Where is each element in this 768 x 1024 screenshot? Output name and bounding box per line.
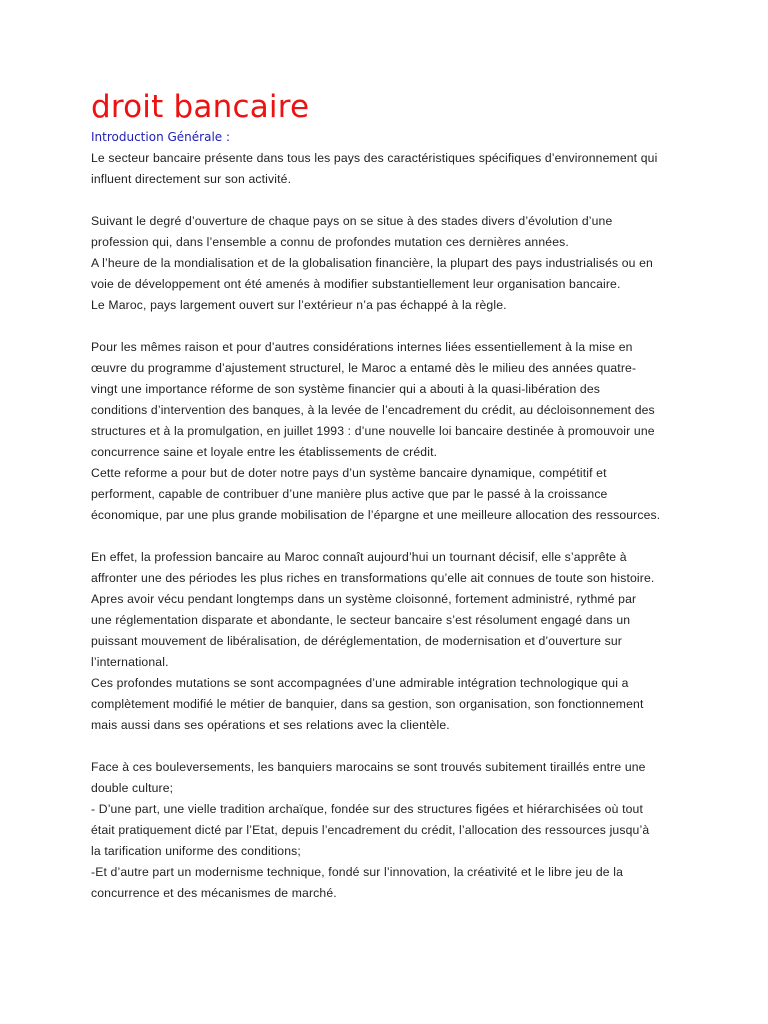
text-line: Face à ces bouleversements, les banquiers marocains se sont trouvés subitement tiraillés entre une bbox=[91, 760, 646, 774]
text-line: structures et à la promulgation, en juillet 1993 : d’une nouvelle loi bancaire destinée à promouvoir une bbox=[91, 424, 655, 438]
text-line: Ces profondes mutations se sont accompagnées d’une admirable intégration technologique qui a bbox=[91, 676, 629, 690]
text-line: -Et d’autre part un modernisme technique, fondé sur l’innovation, la créativité et le libre jeu de la bbox=[91, 865, 624, 879]
paragraph bbox=[91, 547, 691, 736]
text-line: était pratiquement dicté par l’Etat, depuis l’encadrement du crédit, l’allocation des ressources jusqu’à bbox=[91, 823, 650, 837]
text-line: Pour les mêmes raison et pour d’autres considérations internes liées essentiellement à la mise en bbox=[91, 340, 633, 354]
text-line: économique, par une plus grande mobilisation de l’épargne et une meilleure allocation des ressources. bbox=[91, 508, 661, 522]
text-line: Cette reforme a pour but de doter notre pays d’un système bancaire dynamique, compétitif et bbox=[91, 466, 607, 480]
text-line: la tarification uniforme des conditions; bbox=[91, 844, 301, 858]
text-line: profession qui, dans l’ensemble a connu de profondes mutation ces dernières années. bbox=[91, 235, 569, 249]
text-line: influent directement sur son activité. bbox=[91, 172, 292, 186]
text-line: A l’heure de la mondialisation et de la globalisation financière, la plupart des pays industrialisés ou en bbox=[91, 256, 653, 270]
text-line: double culture; bbox=[91, 781, 174, 795]
section-heading: Introduction Générale : bbox=[91, 130, 231, 144]
text-line: concurrence et des mécanismes de marché. bbox=[91, 886, 337, 900]
text-line: - D’une part, une vielle tradition archaïque, fondée sur des structures figées et hiérarchisées où tout bbox=[91, 802, 644, 816]
text-line: Le secteur bancaire présente dans tous les pays des caractéristiques spécifiques d’environnement qui bbox=[91, 151, 658, 165]
text-line: concurrence saine et loyale entre les établissements de crédit. bbox=[91, 445, 438, 459]
text-line: œuvre du programme d’ajustement structurel, le Maroc a entamé dès le milieu des années quatre- bbox=[91, 361, 637, 375]
text-line: voie de développement ont été amenés à modifier substantiellement leur organisation bancaire. bbox=[91, 277, 621, 291]
text-line: Le Maroc, pays largement ouvert sur l’extérieur n’a pas échappé à la règle. bbox=[91, 298, 507, 312]
text-line: performent, capable de contribuer d’une manière plus active que par le passé à la croissance bbox=[91, 487, 608, 501]
text-line: Suivant le degré d’ouverture de chaque pays on se situe à des stades divers d’évolution d’une bbox=[91, 214, 613, 228]
text-line: puissant mouvement de libéralisation, de déréglementation, de modernisation et d’ouverture sur bbox=[91, 634, 623, 648]
paragraph bbox=[91, 757, 691, 904]
document-body bbox=[91, 148, 691, 904]
text-line: l’international. bbox=[91, 655, 169, 669]
document-page bbox=[91, 86, 691, 925]
text-line: affronter une des périodes les plus riches en transformations qu’elle ait connues de toute son histoire. bbox=[91, 571, 655, 585]
text-line: En effet, la profession bancaire au Maroc connaît aujourd’hui un tournant décisif, elle s’apprête à bbox=[91, 550, 627, 564]
document-title: droit bancaire bbox=[91, 89, 310, 125]
paragraph bbox=[91, 211, 691, 316]
text-line: une réglementation disparate et abondante, le secteur bancaire s’est résolument engagé dans un bbox=[91, 613, 631, 627]
paragraph bbox=[91, 148, 691, 190]
text-line: complètement modifié le métier de banquier, dans sa gestion, son organisation, son fonctionnement bbox=[91, 697, 644, 711]
text-line: Apres avoir vécu pendant longtemps dans un système cloisonné, fortement administré, rythmé par bbox=[91, 592, 637, 606]
text-line: mais aussi dans ses opérations et ses relations avec la clientèle. bbox=[91, 718, 450, 732]
text-line: conditions d’intervention des banques, à la levée de l’encadrement du crédit, au décloisonnement des bbox=[91, 403, 655, 417]
paragraph bbox=[91, 337, 691, 526]
text-line: vingt une importance réforme de son système financier qui a abouti à la quasi-libération des bbox=[91, 382, 601, 396]
